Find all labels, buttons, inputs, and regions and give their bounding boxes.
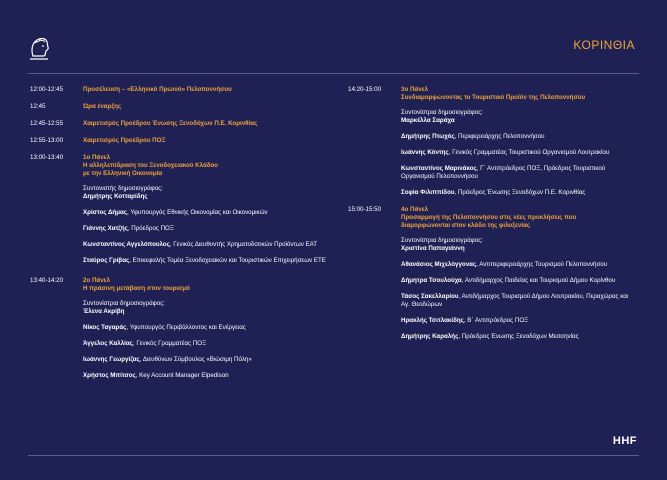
speaker: [401, 133, 638, 141]
item-title: Χαιρετισμός Προέδρου Ένωσης Ξενοδόχων Π.Ε. Κορινθίας: [83, 120, 258, 127]
panel-title-line: Συνδιαμορφώνοντας το Τουριστικό Προϊόν της Πελοποννήσου: [401, 94, 586, 101]
panel-number: 3ο Πάνελ: [401, 86, 429, 93]
moderator-name: Χριστίνα Παπαγιάννη: [401, 245, 465, 252]
speaker: [83, 257, 330, 265]
speaker-name: Αθανάσιος Μιχελόγγονας: [401, 261, 477, 268]
region-title: ΚΟΡΙΝΘΙΑ: [573, 38, 635, 52]
speaker-name: Γιάννης Χατζής: [83, 225, 128, 232]
speaker-name: Χρίστος Δήμας: [83, 209, 128, 216]
time-slot: 12:45-12:55: [30, 120, 64, 127]
time-slot: 13:40-14:20: [30, 277, 64, 284]
item-title: Ώρα έναρξης: [83, 103, 122, 110]
speaker-role: , Γενικός Γραμματέας ΠΟΞ: [132, 340, 207, 347]
moderator-name: Μαρκέλλα Σαράχα: [401, 117, 455, 124]
schedule-left-column: [30, 86, 330, 389]
speaker-name: Άγγελος Καλλίας: [83, 340, 133, 347]
moderator-name: Δημήτρης Κοτταρίδης: [83, 193, 148, 200]
speaker: [83, 209, 330, 217]
item-title: Προσέλευση – «Ελληνικό Πρωινό» Πελοποννήσου: [83, 86, 232, 93]
schedule-right-column: [348, 86, 638, 350]
time-slot: 13:00-13:40: [30, 154, 64, 161]
speaker: [83, 340, 330, 348]
panel-2: [30, 277, 330, 380]
moderator-label: Συντονίστρια δημοσιογράφος:: [401, 237, 483, 244]
greek-head-logo-icon: [27, 34, 53, 62]
speaker-name: Δημήτρης Πτωχός: [401, 133, 455, 140]
panel-number: 1ο Πάνελ: [83, 154, 111, 161]
schedule-item: [30, 137, 330, 145]
panel-title-line: Η πράσινη μετάβαση στον τουρισμό: [83, 285, 190, 292]
speaker-role: , Υφυπουργός Εθνικής Οικονομίας και Οικονομικών: [127, 209, 268, 216]
time-slot: 12:45: [30, 103, 46, 110]
speaker-name: Δήμητρα Τσουλούχα: [401, 277, 462, 284]
panel-number: 2ο Πάνελ: [83, 277, 111, 284]
item-title: Χαιρετισμός Προέδρου ΠΟΞ: [83, 137, 166, 144]
speaker-role: , Πρόεδρος Ένωσης Ξενοδόχων Μεσσηνίας: [458, 333, 579, 340]
speaker: [401, 317, 638, 325]
speaker-role: , Γενικός Γραμματέας Τουριστικού Οργανισμού Λουτρακίου: [448, 149, 610, 156]
speaker: [401, 165, 638, 181]
bottom-divider: [28, 455, 639, 456]
speaker-role: , Επικεφαλής Τομέα Ξενοδοχειακών και Τουριστικών Επιχειρήσεων ΕΤΕ: [129, 257, 326, 264]
speaker-name: Νίκος Ταγαράς: [83, 324, 127, 331]
moderator-label: Συντονίστρια δημοσιογράφος:: [401, 109, 483, 116]
schedule-item: [30, 103, 330, 111]
speaker-role: , Γ΄ Αντιπρόεδρος ΠΟΞ, Πρόεδρος Τουριστικού Οργανισμού Πελοποννήσου: [401, 165, 606, 180]
speaker: [83, 225, 330, 233]
top-divider: [28, 73, 639, 74]
moderator-label: Συντονιστής δημοσιογράφος:: [83, 185, 163, 192]
panel-title-line: διαμορφώνονται στον κλάδο της φιλοξενίας: [401, 222, 531, 229]
speaker-name: Τάσος Σακελλαρίου: [401, 293, 459, 300]
speaker-name: Ιωάννης Κόντης: [401, 149, 449, 156]
speaker-role: , Αντιδήμαρχος Τουρισμού Δήμου Λουτρακίου, Περαχώρας και Αγ. Θεοδώρων: [401, 293, 629, 308]
speaker: [83, 356, 330, 364]
speaker: [83, 372, 330, 380]
time-slot: 12:00-12:45: [30, 86, 64, 93]
speaker-role: , Περιφερειάρχης Πελοποννήσου: [454, 133, 545, 140]
speaker-role: , Key Account Manager Elpedison: [135, 372, 229, 379]
panel-4: [348, 206, 638, 341]
panel-title-line: Η αλληλεπίδραση του Ξενοδοχειακού Κλάδου: [83, 162, 218, 169]
speaker: [401, 261, 638, 269]
schedule-item: [30, 86, 330, 94]
speaker-role: , Υφυπουργός Περιβάλλοντος και Ενέργειας: [126, 324, 246, 331]
brand-logo: HHF: [612, 435, 637, 447]
speaker-role: , Πρόεδρος Ένωσης Ξενοδόχων Π.Ε. Κορινθίας: [454, 189, 586, 196]
panel-title-line: με την Ελληνική Οικονομία: [83, 170, 163, 177]
panel-number: 4ο Πάνελ: [401, 206, 429, 213]
panel-3: [348, 86, 638, 197]
speaker-name: Σταύρος Γρίβας: [83, 257, 130, 264]
speaker-name: Χρήστος Μπίτσος: [83, 372, 136, 379]
speaker-role: , Διευθύνων Σύμβουλος «Βιώσιμη Πόλη»: [139, 356, 252, 363]
speaker: [401, 277, 638, 285]
time-slot: 15:00-15:50: [348, 206, 382, 213]
speaker: [401, 189, 638, 197]
time-slot: 12:55-13:00: [30, 137, 64, 144]
speaker-role: , Αντιπεριφερειάρχης Τουρισμού Πελοποννήσου: [476, 261, 608, 268]
speaker-name: Δημήτρης Καραλής: [401, 333, 459, 340]
speaker: [401, 149, 638, 157]
speaker-role: , Πρόεδρος ΠΟΞ: [127, 225, 174, 232]
speaker: [401, 293, 638, 309]
speaker: [401, 333, 638, 341]
speaker-name: Κωνσταντίνος Αγγελόπουλος: [83, 241, 170, 248]
speaker-name: Σοφία Φιλιππίδου: [401, 189, 455, 196]
time-slot: 14:20-15:00: [348, 86, 382, 93]
schedule-item: [30, 120, 330, 128]
panel-title-line: Προσαρμογή της Πελοποννήσου στις νέες προκλήσεις που: [401, 214, 577, 221]
speaker-role: , Γενικός Διευθυντής Χρηματοδοτικών Προϊόντων ΕΑΤ: [169, 241, 318, 248]
speaker: [83, 241, 330, 249]
speaker-name: Κωνσταντίνος Μαρινάκος: [401, 165, 477, 172]
speaker-role: , Αντιδήμαρχος Παιδείας και Τουρισμού Δήμου Κορίνθου: [461, 277, 616, 284]
moderator-label: Συντονίστρια δημοσιογράφος:: [83, 300, 165, 307]
speaker: [83, 324, 330, 332]
speaker-name: Ηρακλής Τσιτλακίδης: [401, 317, 464, 324]
speaker-role: , Β΄ Αντιπρόεδρος ΠΟΞ: [463, 317, 529, 324]
panel-1: [30, 154, 330, 265]
moderator-name: Έλενα Ακρίβη: [83, 308, 125, 315]
speaker-name: Ιωάννης Γεωργίζας: [83, 356, 140, 363]
